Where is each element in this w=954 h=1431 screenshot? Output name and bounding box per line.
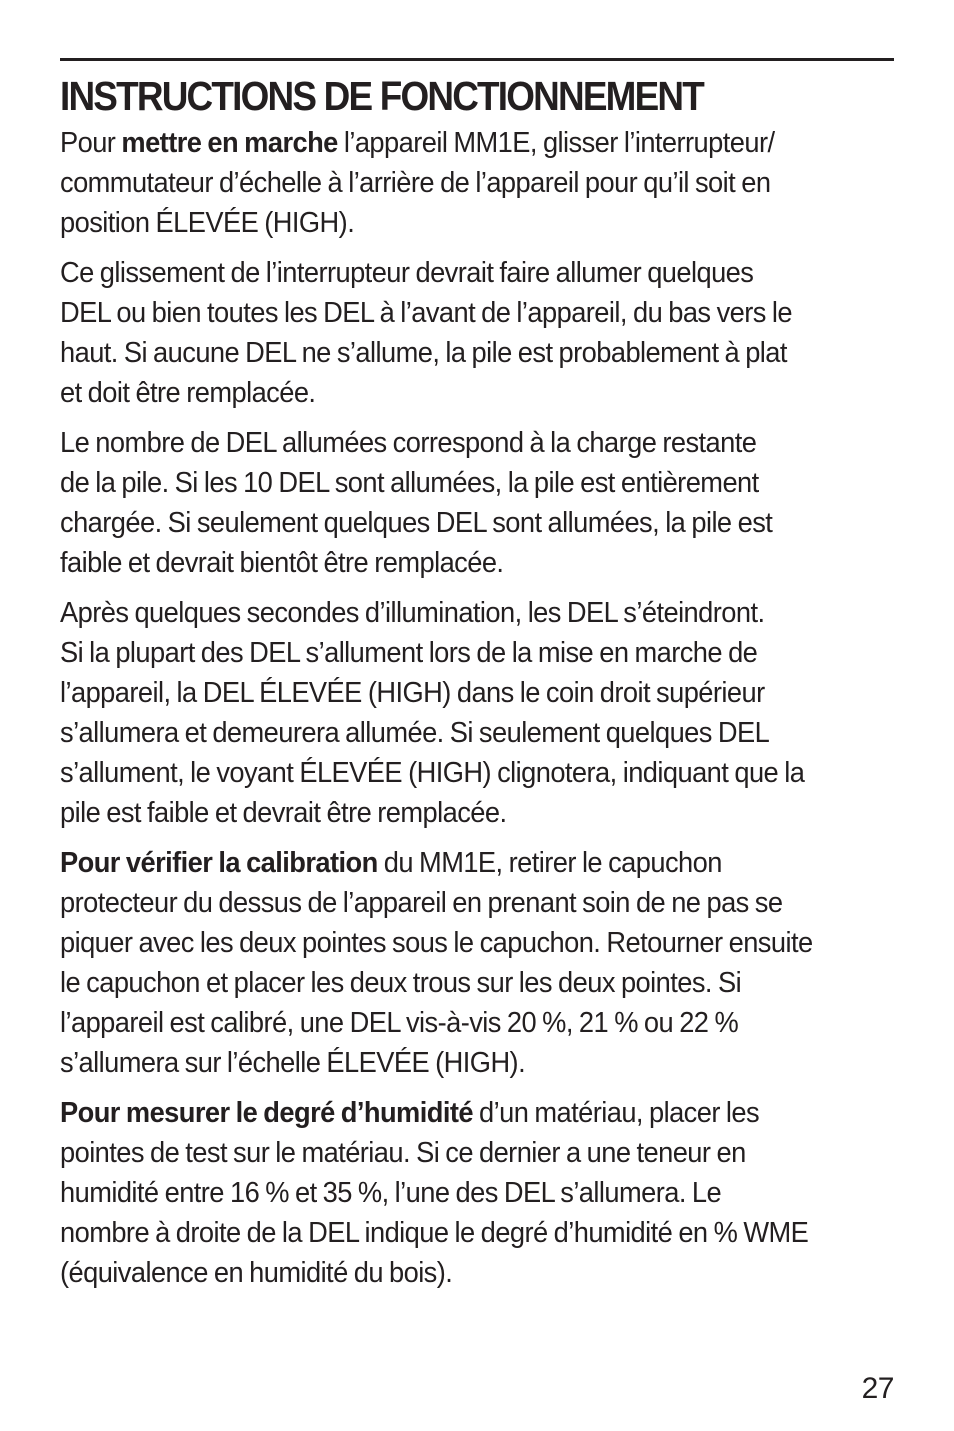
text-line: l’appareil est calibré, une DEL vis-à-vis 20 %, 21 % ou 22 %: [60, 1007, 739, 1039]
text-line: s’allumera et demeurera allumée. Si seulement quelques DEL: [60, 717, 770, 749]
text-line: protecteur du dessus de l’appareil en prenant soin de ne pas se: [60, 887, 783, 919]
text-line: position ÉLEVÉE (HIGH).: [60, 207, 355, 239]
page-heading: INSTRUCTIONS DE FONCTIONNEMENT: [60, 73, 703, 119]
text-segment: d’un matériau, placer les: [472, 1097, 760, 1129]
text-line: piquer avec les deux pointes sous le capuchon. Retourner ensuite: [60, 927, 813, 959]
paragraph-battery-charge: [60, 423, 887, 583]
text-line: s’allument, le voyant ÉLEVÉE (HIGH) clignotera, indiquant que la: [60, 757, 805, 789]
text-line: pointes de test sur le matériau. Si ce dernier a une teneur en: [60, 1137, 746, 1169]
text-line: commutateur d’échelle à l’arrière de l’appareil pour qu’il soit en: [60, 167, 771, 199]
text-line: l’appareil, la DEL ÉLEVÉE (HIGH) dans le coin droit supérieur: [60, 677, 765, 709]
text-line: humidité entre 16 % et 35 %, l’une des DEL s’allumera. Le: [60, 1177, 722, 1209]
text-line: pile est faible et devrait être remplacée.: [60, 797, 507, 829]
paragraph-high-indicator: [60, 593, 887, 833]
page-number: 27: [861, 1372, 894, 1405]
text-line: [60, 1093, 887, 1133]
text-line: haut. Si aucune DEL ne s’allume, la pile est probablement à plat: [60, 337, 787, 369]
text-segment: du MM1E, retirer le capuchon: [377, 847, 722, 879]
text-segment: Pour: [60, 127, 122, 159]
text-line: [60, 843, 887, 883]
text-line: de la pile. Si les 10 DEL sont allumées, la pile est entièrement: [60, 467, 759, 499]
paragraph-moisture-measure: [60, 1093, 887, 1293]
paragraph-led-sweep: [60, 253, 887, 413]
text-line: le capuchon et placer les deux trous sur les deux pointes. Si: [60, 967, 742, 999]
paragraph-calibration: [60, 843, 887, 1083]
text-line: Le nombre de DEL allumées correspond à la charge restante: [60, 427, 757, 459]
paragraph-power-on: [60, 123, 887, 243]
text-line: Si la plupart des DEL s’allument lors de la mise en marche de: [60, 637, 758, 669]
text-line: Ce glissement de l’interrupteur devrait faire allumer quelques: [60, 257, 754, 289]
text-line: DEL ou bien toutes les DEL à l’avant de l’appareil, du bas vers le: [60, 297, 792, 329]
text-line: et doit être remplacée.: [60, 377, 316, 409]
bold-phrase: Pour vérifier la calibration: [60, 847, 378, 879]
text-line: s’allumera sur l’échelle ÉLEVÉE (HIGH).: [60, 1047, 526, 1079]
top-rule: [60, 58, 894, 61]
text-line: Après quelques secondes d’illumination, les DEL s’éteindront.: [60, 597, 765, 629]
text-line: chargée. Si seulement quelques DEL sont allumées, la pile est: [60, 507, 773, 539]
text-segment: l’appareil MM1E, glisser l’interrupteur/: [337, 127, 775, 159]
text-line: (équivalence en humidité du bois).: [60, 1257, 453, 1289]
bold-phrase: mettre en marche: [121, 127, 338, 159]
text-line: faible et devrait bientôt être remplacée.: [60, 547, 504, 579]
instructions-body: [60, 123, 894, 1293]
text-line: nombre à droite de la DEL indique le degré d’humidité en % WME: [60, 1217, 809, 1249]
page-content: [60, 58, 894, 1303]
bold-phrase: Pour mesurer le degré d’humidité: [60, 1097, 473, 1129]
text-line: [60, 123, 887, 163]
